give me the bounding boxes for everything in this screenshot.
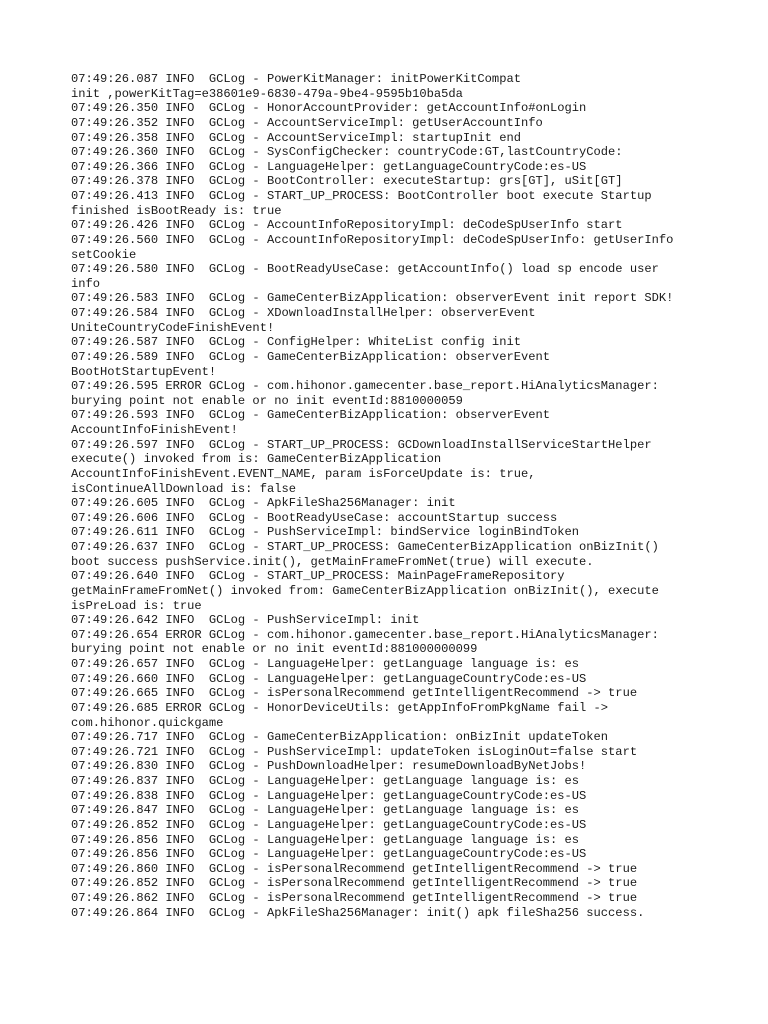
log-line: 07:49:26.366 INFO GCLog - LanguageHelper: getLanguageCountryCode:es-US: [71, 159, 587, 174]
log-line: 07:49:26.642 INFO GCLog - PushServiceImpl: init: [71, 613, 420, 628]
log-line: 07:49:26.589 INFO GCLog - GameCenterBizApplication: observerEvent: [71, 349, 550, 364]
log-line: 07:49:26.560 INFO GCLog - AccountInfoRepositoryImpl: deCodeSpUserInfo: getUserInfo: [71, 232, 674, 247]
log-line: AccountInfoFinishEvent.EVENT_NAME, param isForceUpdate is: true,: [71, 466, 536, 481]
log-line: 07:49:26.595 ERROR GCLog - com.hihonor.gamecenter.base_report.HiAnalyticsManager:: [71, 379, 659, 394]
log-line: 07:49:26.584 INFO GCLog - XDownloadInstallHelper: observerEvent: [71, 306, 536, 320]
log-line: setCookie: [71, 247, 137, 262]
log-line: 07:49:26.856 INFO GCLog - LanguageHelper: getLanguageCountryCode:es-US: [71, 847, 587, 862]
log-line: 07:49:26.640 INFO GCLog - START_UP_PROCESS: MainPageFrameRepository: [71, 569, 565, 584]
log-line: info: [71, 276, 101, 291]
log-line: 07:49:26.685 ERROR GCLog - HonorDeviceUtils: getAppInfoFromPkgName fail ->: [71, 700, 609, 715]
log-line: AccountInfoFinishEvent!: [71, 423, 238, 437]
log-line: 07:49:26.838 INFO GCLog - LanguageHelper: getLanguageCountryCode:es-US: [71, 788, 587, 803]
log-line: 07:49:26.611 INFO GCLog - PushServiceImpl: bindService loginBindToken: [71, 525, 580, 540]
log-line: isContinueAllDownload is: false: [71, 481, 296, 496]
log-line: 07:49:26.717 INFO GCLog - GameCenterBizApplication: onBizInit updateToken: [71, 730, 609, 745]
log-line: 07:49:26.637 INFO GCLog - START_UP_PROCESS: GameCenterBizApplication onBizInit(): [71, 540, 659, 554]
log-line: 07:49:26.358 INFO GCLog - AccountServiceImpl: startupInit end: [71, 130, 521, 145]
log-line: 07:49:26.852 INFO GCLog - isPersonalRecommend getIntelligentRecommend -> true: [71, 876, 638, 891]
log-line: 07:49:26.606 INFO GCLog - BootReadyUseCase: accountStartup success: [71, 510, 558, 525]
log-line: BootHotStartupEvent!: [71, 364, 217, 379]
log-line: isPreLoad is: true: [71, 598, 202, 613]
log-line: 07:49:26.657 INFO GCLog - LanguageHelper: getLanguage language is: es: [71, 657, 580, 671]
log-line: 07:49:26.597 INFO GCLog - START_UP_PROCESS: GCDownloadInstallServiceStartHelper: [71, 437, 652, 452]
log-line: 07:49:26.352 INFO GCLog - AccountServiceImpl: getUserAccountInfo: [71, 115, 543, 130]
log-line: boot success pushService.init(), getMainFrameFromNet(true) will execute.: [71, 554, 594, 569]
log-line: 07:49:26.413 INFO GCLog - START_UP_PROCESS: BootController boot execute Startup: [71, 189, 652, 203]
log-line: 07:49:26.852 INFO GCLog - LanguageHelper: getLanguageCountryCode:es-US: [71, 817, 587, 832]
log-line: 07:49:26.847 INFO GCLog - LanguageHelper: getLanguage language is: es: [71, 803, 580, 818]
log-line: finished isBootReady is: true: [71, 203, 282, 218]
log-line: 07:49:26.837 INFO GCLog - LanguageHelper: getLanguage language is: es: [71, 774, 580, 788]
log-line: getMainFrameFromNet() invoked from: GameCenterBizApplication onBizInit(), execute: [71, 583, 659, 598]
log-line: 07:49:26.721 INFO GCLog - PushServiceImpl: updateToken isLoginOut=false start: [71, 744, 638, 759]
log-line: UniteCountryCodeFinishEvent!: [71, 320, 275, 335]
log-document: [71, 72, 731, 920]
log-line: execute() invoked from is: GameCenterBizApplication: [71, 452, 442, 467]
log-line: 07:49:26.665 INFO GCLog - isPersonalRecommend getIntelligentRecommend -> true: [71, 686, 638, 701]
log-line: 07:49:26.378 INFO GCLog - BootController: executeStartup: grs[GT], uSit[GT]: [71, 174, 623, 189]
log-line: 07:49:26.654 ERROR GCLog - com.hihonor.gamecenter.base_report.HiAnalyticsManager:: [71, 627, 659, 642]
log-line: 07:49:26.605 INFO GCLog - ApkFileSha256Manager: init: [71, 496, 456, 511]
log-line: 07:49:26.864 INFO GCLog - ApkFileSha256Manager: init() apk fileSha256 success.: [71, 905, 645, 920]
log-line: 07:49:26.660 INFO GCLog - LanguageHelper: getLanguageCountryCode:es-US: [71, 671, 587, 686]
log-line: 07:49:26.593 INFO GCLog - GameCenterBizApplication: observerEvent: [71, 408, 550, 423]
log-line: 07:49:26.350 INFO GCLog - HonorAccountProvider: getAccountInfo#onLogin: [71, 101, 587, 116]
log-line: com.hihonor.quickgame: [71, 715, 224, 730]
log-line: 07:49:26.583 INFO GCLog - GameCenterBizApplication: observerEvent init report SDK!: [71, 291, 674, 306]
log-line: 07:49:26.426 INFO GCLog - AccountInfoRepositoryImpl: deCodeSpUserInfo start: [71, 218, 623, 233]
log-line: 07:49:26.830 INFO GCLog - PushDownloadHelper: resumeDownloadByNetJobs!: [71, 759, 587, 774]
log-line: 07:49:26.856 INFO GCLog - LanguageHelper: getLanguage language is: es: [71, 832, 580, 847]
log-line: 07:49:26.580 INFO GCLog - BootReadyUseCase: getAccountInfo() load sp encode user: [71, 262, 659, 277]
log-line: 07:49:26.360 INFO GCLog - SysConfigChecker: countryCode:GT,lastCountryCode:: [71, 145, 623, 160]
log-line: 07:49:26.587 INFO GCLog - ConfigHelper: WhiteList config init: [71, 335, 521, 350]
log-line: 07:49:26.862 INFO GCLog - isPersonalRecommend getIntelligentRecommend -> true: [71, 891, 638, 905]
log-line: 07:49:26.860 INFO GCLog - isPersonalRecommend getIntelligentRecommend -> true: [71, 861, 638, 876]
log-line: init ,powerKitTag=e38601e9-6830-479a-9be4-9595b10ba5da: [71, 86, 463, 101]
log-line: burying point not enable or no init eventId:8810000059: [71, 393, 463, 408]
log-line: 07:49:26.087 INFO GCLog - PowerKitManager: initPowerKitCompat: [71, 72, 521, 86]
log-line: burying point not enable or no init eventId:881000000099: [71, 642, 478, 657]
